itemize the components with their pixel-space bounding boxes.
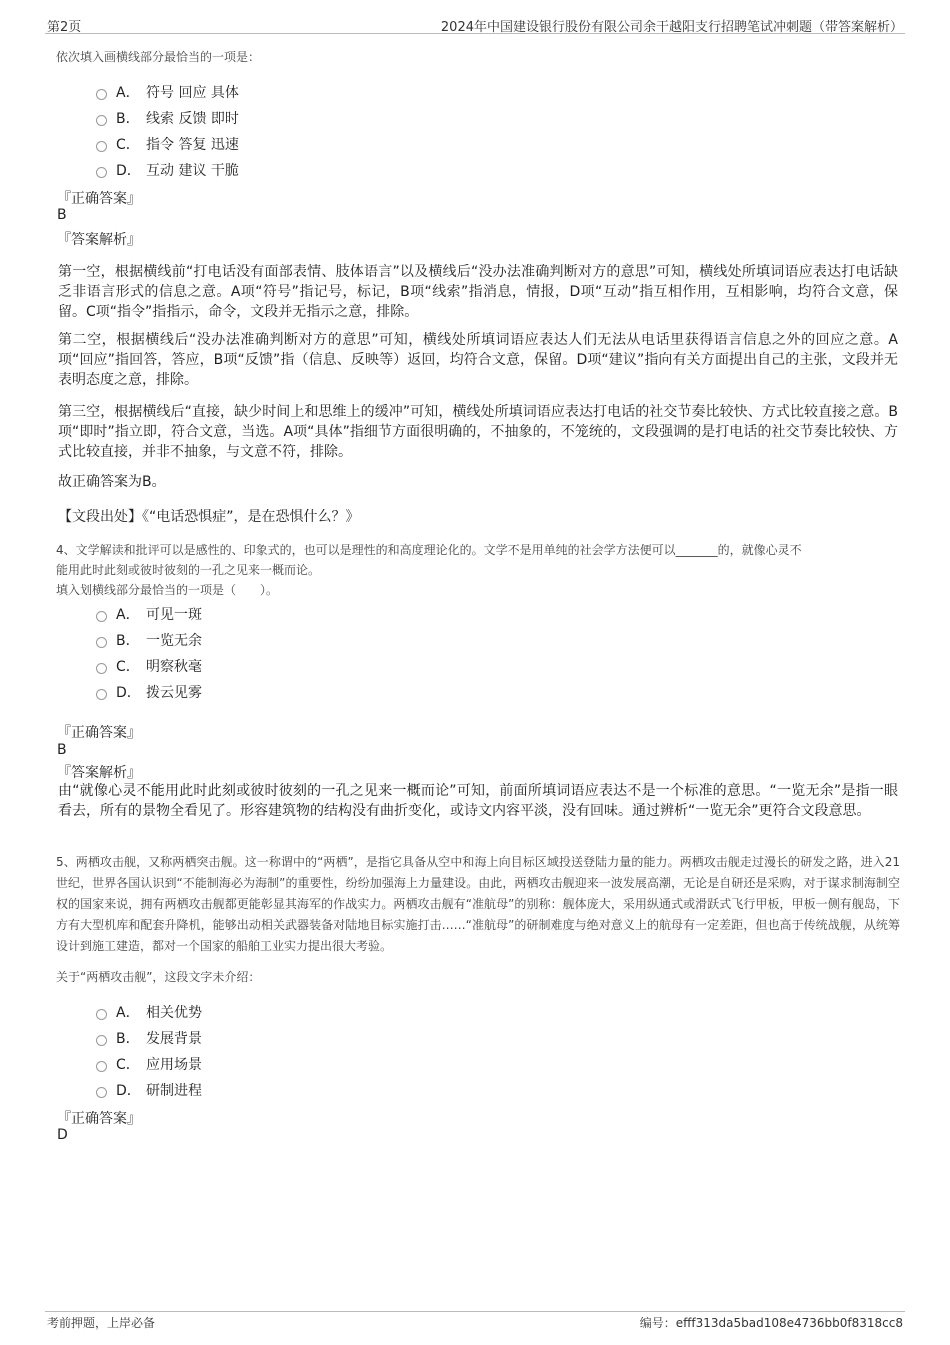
option-text: 相关优势 [146,1005,202,1021]
q5-answer: D [57,1127,68,1143]
q4-answer: B [57,742,67,758]
q4-answer-label: 『正确答案』 [57,725,141,741]
option-letter: D． [116,685,141,701]
option-text: 发展背景 [146,1031,202,1047]
footer-divider [45,1311,905,1312]
option-text: 可见一斑 [146,607,202,623]
q4-option-d[interactable] [96,682,202,702]
option-letter: D． [116,1083,141,1099]
q3-source: 【文段出处】《“电话恐惧症”，是在恐惧什么？》 [58,509,360,525]
q5-option-b[interactable] [96,1028,202,1048]
option-letter: D． [116,163,141,179]
option-letter: C． [116,1057,140,1073]
radio-icon[interactable] [96,611,107,622]
q3-answer: B [57,207,67,223]
option-text: 应用场景 [146,1057,202,1073]
option-text: 指令 答复 迅速 [146,137,239,153]
page-number: 第2页 [47,20,82,35]
q3-analysis-paragraph-2: 第二空，根据横线后“没办法准确判断对方的意思”可知，横线处所填词语应表达人们无法从电话里获得语言信息之外的回应之意。A项“回应”指回答，答应，B项“反馈”指（信息、反映等）返回，均符合文意，保留。D项“建议”指向有关方面提出自己的主张，文段并无表明态度之意，排除。 [58,332,898,388]
option-letter: A． [116,85,140,101]
radio-icon[interactable] [96,1061,107,1072]
option-letter: C． [116,659,140,675]
q3-answer-label: 『正确答案』 [57,191,141,207]
q4-analysis-label: 『答案解析』 [57,765,141,781]
q4-option-c[interactable] [96,656,202,676]
q4-option-a[interactable] [96,604,202,624]
radio-icon[interactable] [96,663,107,674]
q3-prompt: 依次填入画横线部分最恰当的一项是： [56,50,261,64]
option-text: 明察秋毫 [146,659,202,675]
q5-prompt: 关于“两栖攻击舰”，这段文字未介绍： [56,970,261,984]
option-text: 一览无余 [146,633,202,649]
q4-prompt: 填入划横线部分最恰当的一项是（ ）。 [56,583,279,597]
radio-icon[interactable] [96,1087,107,1098]
q5-option-d[interactable] [96,1080,202,1100]
option-text: 研制进程 [146,1083,202,1099]
q4-option-b[interactable] [96,630,202,650]
document-id: 编号：efff313da5bad108e4736bb0f8318cc8 [639,1316,903,1330]
radio-icon[interactable] [96,637,107,648]
radio-icon[interactable] [96,689,107,700]
option-letter: C． [116,137,140,153]
document-title: 2024年中国建设银行股份有限公司余干越阳支行招聘笔试冲刺题（带答案解析） [440,20,903,35]
option-letter: B． [116,1031,140,1047]
option-letter: B． [116,633,140,649]
radio-icon[interactable] [96,1009,107,1020]
option-letter: A． [116,607,140,623]
q5-option-a[interactable] [96,1002,202,1022]
radio-icon[interactable] [96,1035,107,1046]
q5-stem: 5、两栖攻击舰，又称两栖突击舰。这一称谓中的“两栖”，是指它具备从空中和海上向目标区域投送登陆力量的能力。两栖攻击舰走过漫长的研发之路，进入21世纪，世界各国认识到“不能制海必为海制”的重要性，纷纷加强海上力量建设。由此，两栖攻击舰迎来一波发展高潮，无论是自研还是采购，对于谋求制海制空权的国家来说，拥有两栖攻击舰都更能彰显其海军的作战实力。两栖攻击舰有“准航母”的别称：舰体庞大，采用纵通式或滑跃式飞行甲板，甲板一侧有舰岛，下方有大型机库和配套升降机，能够出动相关武器装备对陆地目标实施打击……“准航母”的研制难度与绝对意义上的航母有一定差距，但也高于传统战舰，从统筹设计到施工建造，都对一个国家的船舶工业实力提出很大考验。 [56,855,900,953]
q3-option-a[interactable] [96,82,239,102]
q3-analysis-label: 『答案解析』 [57,232,141,248]
q4-stem-line-1: 4、文学解读和批评可以是感性的、印象式的，也可以是理性的和高度理论化的。文学不是用单纯的社会学方法便可以_______的，就像心灵不 [56,543,802,557]
q3-analysis-paragraph-3: 第三空，根据横线后“直接，缺少时间上和思维上的缓冲”可知，横线处所填词语应表达打电话的社交节奏比较快、方式比较直接之意。B项“即时”指立即，符合文意，当选。A项“具体”指细节方面很明确的，不抽象的，不笼统的，文段强调的是打电话的社交节奏比较快、方式比较直接，并非不抽象，与文意不符，排除。 [58,404,898,460]
q3-option-c[interactable] [96,134,239,154]
q4-analysis: 由“就像心灵不能用此时此刻或彼时彼刻的一孔之见来一概而论”可知，前面所填词语应表达不是一个标准的意思。“一览无余”是指一眼看去，所有的景物全看见了。形容建筑物的结构没有曲折变化，或诗文内容平淡，没有回味。通过辨析“一览无余”更符合文段意思。 [58,783,898,819]
option-text: 符号 回应 具体 [146,85,239,101]
q3-option-d[interactable] [96,160,239,180]
option-text: 互动 建议 干脆 [146,163,239,179]
option-letter: A． [116,1005,140,1021]
radio-icon[interactable] [96,167,107,178]
q3-option-b[interactable] [96,108,239,128]
radio-icon[interactable] [96,89,107,100]
option-text: 拨云见雾 [146,685,202,701]
radio-icon[interactable] [96,141,107,152]
q3-conclusion: 故正确答案为B。 [58,474,166,490]
option-letter: B． [116,111,140,127]
radio-icon[interactable] [96,115,107,126]
header-divider [45,33,905,34]
footer-slogan: 考前押题，上岸必备 [47,1316,156,1330]
q5-answer-label: 『正确答案』 [57,1111,141,1127]
q4-stem-line-2: 能用此时此刻或彼时彼刻的一孔之见来一概而论。 [56,563,321,577]
q3-analysis-paragraph-1: 第一空，根据横线前“打电话没有面部表情、肢体语言”以及横线后“没办法准确判断对方的意思”可知，横线处所填词语应表达打电话缺乏非语言形式的信息之意。A项“符号”指记号，标记，B项“线索”指消息，情报，D项“互动”指互相作用，互相影响，均符合文意，保留。C项“指令”指指示，命令，文段并无指示之意，排除。 [58,264,898,320]
option-text: 线索 反馈 即时 [146,111,239,127]
q5-option-c[interactable] [96,1054,202,1074]
